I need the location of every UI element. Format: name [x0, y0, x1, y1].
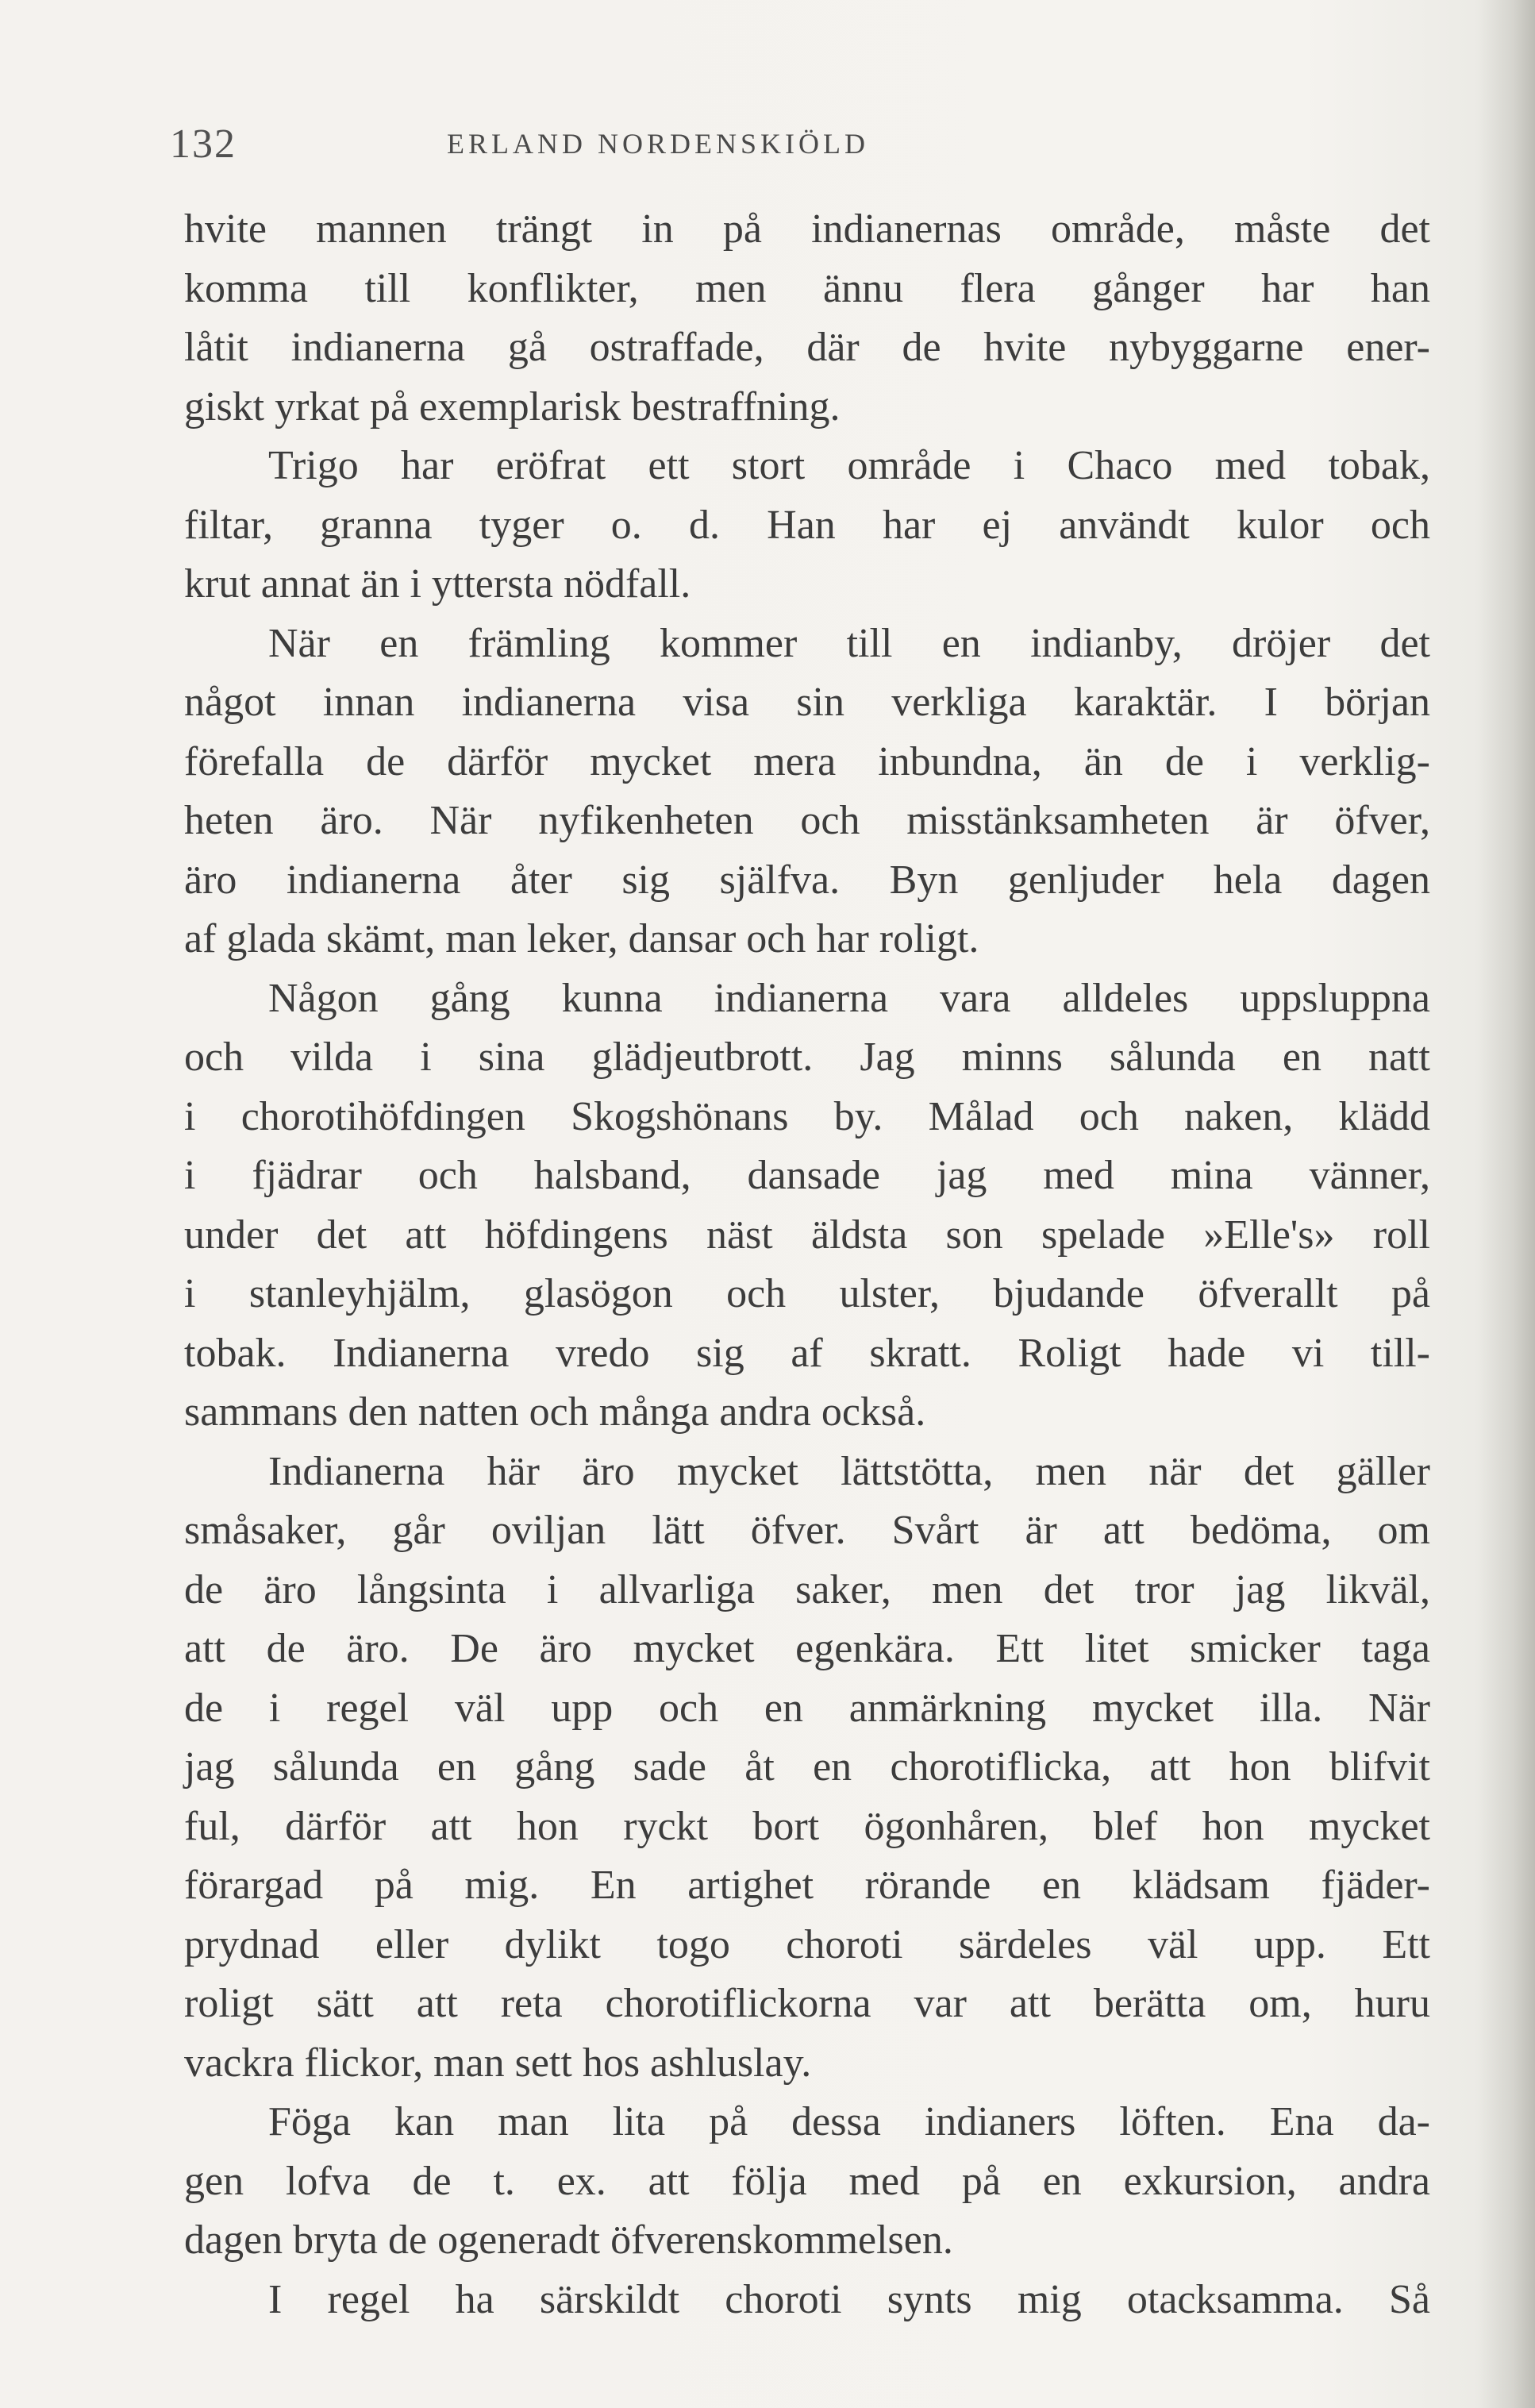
text-line: Någon gång kunna indianerna vara alldeles uppsluppna — [268, 975, 1430, 1021]
text-line: småsaker, går oviljan lätt öfver. Svårt är att bedöma, om — [184, 1508, 1430, 1553]
text-line: under det att höfdingens näst äldsta son spelade »Elle's» roll — [184, 1212, 1430, 1258]
text-line: filtar, granna tyger o. d. Han har ej användt kulor och — [184, 502, 1430, 548]
text-line: krut annat än i yttersta nödfall. — [184, 561, 691, 607]
text-line: förargad på mig. En artighet rörande en klädsam fjäder- — [184, 1863, 1430, 1908]
text-line: hvite mannen trängt in på indianernas område, måste det — [184, 206, 1430, 252]
text-line: vackra flickor, man sett hos ashluslay. — [184, 2040, 812, 2086]
text-line: i chorotihöfdingen Skogshönans by. Målad och naken, klädd — [184, 1093, 1430, 1139]
text-line: Indianerna här äro mycket lättstötta, men när det gäller — [268, 1448, 1430, 1494]
text-line: gen lofva de t. ex. att följa med på en exkursion, andra — [184, 2158, 1430, 2204]
body-text — [184, 200, 1430, 2329]
text-line: af glada skämt, man leker, dansar och har roligt. — [184, 916, 979, 961]
text-line: äro indianerna åter sig själfva. Byn genljuder hela dagen — [184, 857, 1430, 903]
text-line: Föga kan man lita på dessa indianers löften. Ena da- — [268, 2099, 1430, 2144]
text-line: något innan indianerna visa sin verkliga karaktär. I början — [184, 680, 1430, 725]
text-line: i fjädrar och halsband, dansade jag med mina vänner, — [184, 1153, 1430, 1198]
page-number: 132 — [170, 121, 237, 167]
text-line: heten äro. När nyfikenheten och misstänksamheten är öfver, — [184, 798, 1430, 843]
text-line: sammans den natten och många andra också. — [184, 1389, 926, 1435]
text-line: prydnad eller dylikt togo choroti särdeles väl upp. Ett — [184, 1921, 1430, 1967]
text-line: låtit indianerna gå ostraffade, där de hvite nybyggarne ener- — [184, 325, 1430, 370]
text-line: och vilda i sina glädjeutbrott. Jag minns sålunda en natt — [184, 1034, 1430, 1080]
text-line: jag sålunda en gång sade åt en chorotiflicka, att hon blifvit — [184, 1744, 1430, 1790]
text-line: förefalla de därför mycket mera inbundna, än de i verklig- — [184, 738, 1430, 784]
page-header — [170, 121, 1146, 168]
text-line: att de äro. De äro mycket egenkära. Ett litet smicker taga — [184, 1626, 1430, 1671]
text-line: ful, därför att hon ryckt bort ögonhåren, blef hon mycket — [184, 1803, 1430, 1849]
text-line: tobak. Indianerna vredo sig af skratt. Roligt hade vi till- — [184, 1330, 1430, 1376]
running-head: ERLAND NORDENSKIÖLD — [447, 128, 869, 160]
text-line: Trigo har eröfrat ett stort område i Chaco med tobak, — [268, 443, 1430, 488]
page-edge-shadow — [1479, 0, 1535, 2408]
text-line: När en främling kommer till en indianby, dröjer det — [268, 620, 1430, 666]
text-line: giskt yrkat på exemplarisk bestraffning. — [184, 383, 841, 430]
text-line: de äro långsinta i allvarliga saker, men det tror jag likväl, — [184, 1566, 1430, 1612]
text-line: de i regel väl upp och en anmärkning mycket illa. När — [184, 1685, 1430, 1731]
text-line: i stanleyhjälm, glasögon och ulster, bjudande öfverallt på — [184, 1271, 1430, 1316]
text-line: komma till konflikter, men ännu flera gånger har han — [184, 265, 1430, 311]
text-line: I regel ha särskildt choroti synts mig otacksamma. Så — [268, 2276, 1430, 2322]
text-line: roligt sätt att reta chorotiflickorna var att berätta om, huru — [184, 1981, 1430, 2026]
text-line: dagen bryta de ogeneradt öfverenskommelsen. — [184, 2217, 953, 2263]
